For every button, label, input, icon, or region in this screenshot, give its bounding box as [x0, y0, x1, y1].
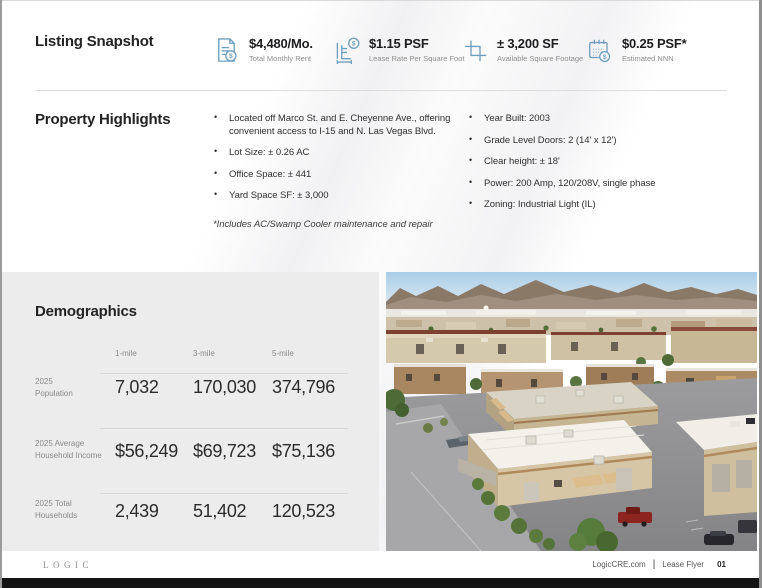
metric-lease-rate: [334, 36, 464, 65]
invoice-dollar-icon: [212, 36, 241, 65]
bullet-text: Clear height: ± 18': [484, 156, 560, 168]
row-label-line: Households: [35, 511, 78, 520]
svg-text:$: $: [228, 53, 233, 61]
bullet-item: [213, 113, 453, 138]
svg-text:$: $: [602, 53, 607, 61]
bullet-text: Lot Size: ± 0.26 AC: [229, 147, 310, 159]
bullet-item: [213, 147, 453, 160]
calendar-dollar-icon: [586, 36, 614, 65]
bullet-item: [468, 199, 730, 212]
metric-square-footage: [462, 36, 583, 65]
table-cell: $56,249: [115, 441, 178, 461]
doc-type-label: Lease Flyer: [662, 560, 705, 569]
table-cell: 170,030: [193, 377, 256, 397]
svg-text:$: $: [351, 40, 356, 48]
metric-monthly-rent: [212, 36, 313, 65]
metric-label: Lease Rate Per Square Foot: [369, 54, 465, 63]
bullet-text: Located off Marco St. and E. Cheyenne Ave., offering convenient access to I-15 and N. Las Vegas Blvd.: [229, 113, 451, 137]
bullet-item: [468, 113, 730, 126]
logic-logo: LOGIC: [43, 560, 93, 570]
table-cell: 120,523: [272, 501, 335, 521]
bullet-text: Office Space: ± 441: [229, 168, 312, 180]
page-left-border: [0, 0, 2, 588]
aerial-photo: [386, 272, 757, 551]
bullet-text: Year Built: 2003: [484, 113, 550, 124]
website-link[interactable]: LogicCRE.com: [592, 560, 646, 569]
row-label-income: [35, 438, 109, 462]
column-header-3mile: 3-mile: [193, 349, 215, 358]
table-cell: 374,796: [272, 377, 335, 397]
bullet-item: [213, 190, 453, 203]
row-label-line: Household Income: [35, 451, 102, 460]
property-highlights-title: Property Highlights: [35, 111, 171, 128]
metric-estimated-nnn: [586, 36, 687, 65]
bullet-text: Zoning: Industrial Light (IL): [484, 199, 596, 211]
footer: [2, 551, 759, 578]
row-label-population: [35, 376, 109, 400]
highlights-left-column: [213, 113, 453, 212]
table-cell: 51,402: [193, 501, 247, 521]
table-divider: [100, 428, 348, 429]
column-header-5mile: 5-mile: [272, 349, 294, 358]
highlights-right-column: [468, 113, 730, 221]
bullet-item: [468, 178, 730, 191]
listing-snapshot-title: Listing Snapshot: [35, 33, 154, 50]
bullet-text: Power: 200 Amp, 120/208V, single phase: [484, 177, 656, 189]
table-cell: $69,723: [193, 441, 256, 461]
row-label-line: 2025: [35, 377, 53, 386]
page-top-border: [0, 0, 762, 1]
row-label-households: [35, 498, 109, 522]
lease-rate-icon: [334, 36, 361, 65]
section-divider: [35, 90, 727, 91]
metric-value: $1.15 PSF: [369, 36, 429, 51]
row-label-line: 2025 Average: [35, 439, 85, 448]
metric-label: Estimated NNN: [622, 54, 674, 63]
table-cell: $75,136: [272, 441, 335, 461]
bullet-item: [468, 156, 730, 169]
metric-label: Total Monthly Rent: [249, 54, 312, 63]
column-header-1mile: 1-mile: [115, 349, 137, 358]
crop-area-icon: [462, 36, 489, 65]
bullet-item: [468, 135, 730, 148]
bottom-bar: [0, 578, 762, 588]
demographics-title: Demographics: [35, 303, 137, 320]
page-number: 01: [717, 560, 726, 569]
aerial-photo-illustration: [386, 272, 757, 551]
metric-value: $0.25 PSF*: [622, 36, 687, 51]
row-label-line: Population: [35, 389, 73, 398]
table-divider: [100, 373, 348, 374]
bullet-text: Grade Level Doors: 2 (14' x 12'): [484, 134, 617, 146]
bullet-item: [213, 169, 453, 182]
table-divider: [100, 493, 348, 494]
row-label-line: 2025 Total: [35, 499, 72, 508]
metric-value: ± 3,200 SF: [497, 36, 559, 51]
table-cell: 7,032: [115, 377, 159, 397]
metric-value: $4,480/Mo.: [249, 36, 313, 51]
metric-label: Available Square Footage: [497, 54, 584, 63]
demographics-panel: [2, 272, 379, 551]
bullet-text: Yard Space SF: ± 3,000: [229, 190, 329, 202]
footer-right: [592, 560, 726, 569]
highlights-footnote: *Includes AC/Swamp Cooler maintenance and repair: [213, 219, 433, 230]
footer-separator: |: [652, 558, 656, 570]
table-cell: 2,439: [115, 501, 159, 521]
